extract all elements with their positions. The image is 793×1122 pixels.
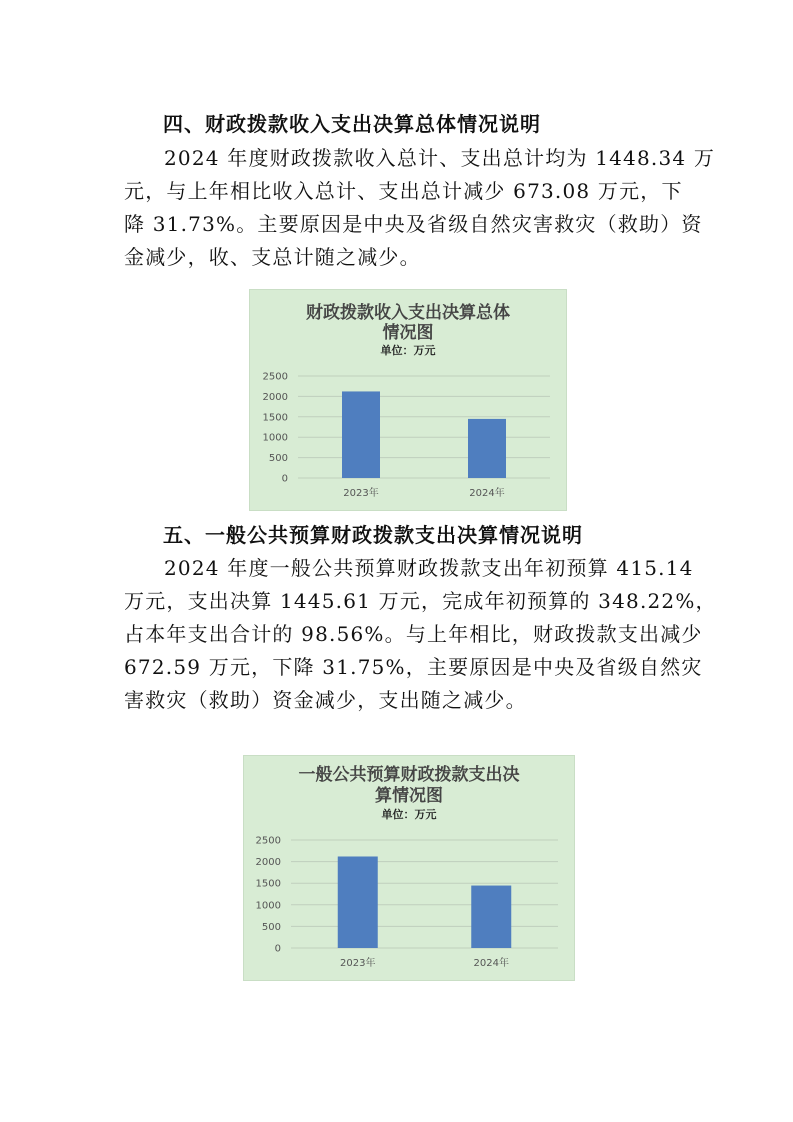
bar-2024年 <box>471 886 511 948</box>
y-tick-label: 500 <box>268 453 288 465</box>
paragraph-line: 占本年支出合计的 98.56%。与上年相比，财政拨款支出减少 <box>124 622 703 646</box>
chart-svg <box>250 290 566 510</box>
chart-unit-label: 单位：万元 <box>381 808 437 821</box>
x-tick-label: 2024年 <box>473 958 509 969</box>
y-tick-label: 2000 <box>262 391 288 403</box>
y-tick-label: 1500 <box>255 878 281 890</box>
x-tick-label: 2024年 <box>469 488 505 499</box>
y-tick-label: 1000 <box>262 432 288 444</box>
paragraph-line: 万元，支出决算 1445.61 万元，完成年初预算的 348.22%， <box>124 589 717 613</box>
paragraph-line: 672.59 万元，下降 31.75%，主要原因是中央及省级自然灾 <box>124 655 703 679</box>
paragraph-line: 2024 年度财政拨款收入总计、支出总计均为 1448.34 万 <box>164 146 716 170</box>
bar-2024年 <box>468 419 506 478</box>
bar-2023年 <box>342 391 380 478</box>
section-heading-4: 四、财政拨款收入支出决算总体情况说明 <box>163 112 541 136</box>
y-tick-label: 2500 <box>262 371 288 383</box>
section-paragraph-4 <box>124 142 716 274</box>
y-tick-label: 1000 <box>255 900 281 912</box>
chart-general-budget-expenditure <box>243 755 575 981</box>
y-tick-label: 0 <box>281 473 288 485</box>
x-tick-label: 2023年 <box>343 488 379 499</box>
paragraph-line: 害救灾（救助）资金减少，支出随之减少。 <box>124 688 527 712</box>
chart-svg <box>244 756 574 980</box>
paragraph-line: 2024 年度一般公共预算财政拨款支出年初预算 415.14 <box>164 556 694 580</box>
chart-title-line: 一般公共预算财政拨款支出决 <box>298 765 520 785</box>
chart-fiscal-appropriation-total <box>249 289 567 511</box>
paragraph-line: 金减少，收、支总计随之减少。 <box>124 245 421 269</box>
chart-unit-label: 单位：万元 <box>380 344 436 357</box>
paragraph-line: 元，与上年相比收入总计、支出总计减少 673.08 万元，下 <box>124 179 683 203</box>
bar-2023年 <box>338 856 378 948</box>
chart-title-line: 情况图 <box>382 323 434 343</box>
section-heading-5: 五、一般公共预算财政拨款支出决算情况说明 <box>163 523 583 547</box>
chart-title-line: 算情况图 <box>375 786 443 806</box>
y-tick-label: 2000 <box>255 857 281 869</box>
y-tick-label: 1500 <box>262 412 288 424</box>
paragraph-line: 降 31.73%。主要原因是中央及省级自然灾害救灾（救助）资 <box>124 212 703 236</box>
chart-title-line: 财政拨款收入支出决算总体 <box>306 303 510 323</box>
section-paragraph-5 <box>124 552 717 717</box>
y-tick-label: 500 <box>261 921 281 933</box>
y-tick-label: 0 <box>274 943 281 955</box>
x-tick-label: 2023年 <box>340 958 376 969</box>
y-tick-label: 2500 <box>255 835 281 847</box>
